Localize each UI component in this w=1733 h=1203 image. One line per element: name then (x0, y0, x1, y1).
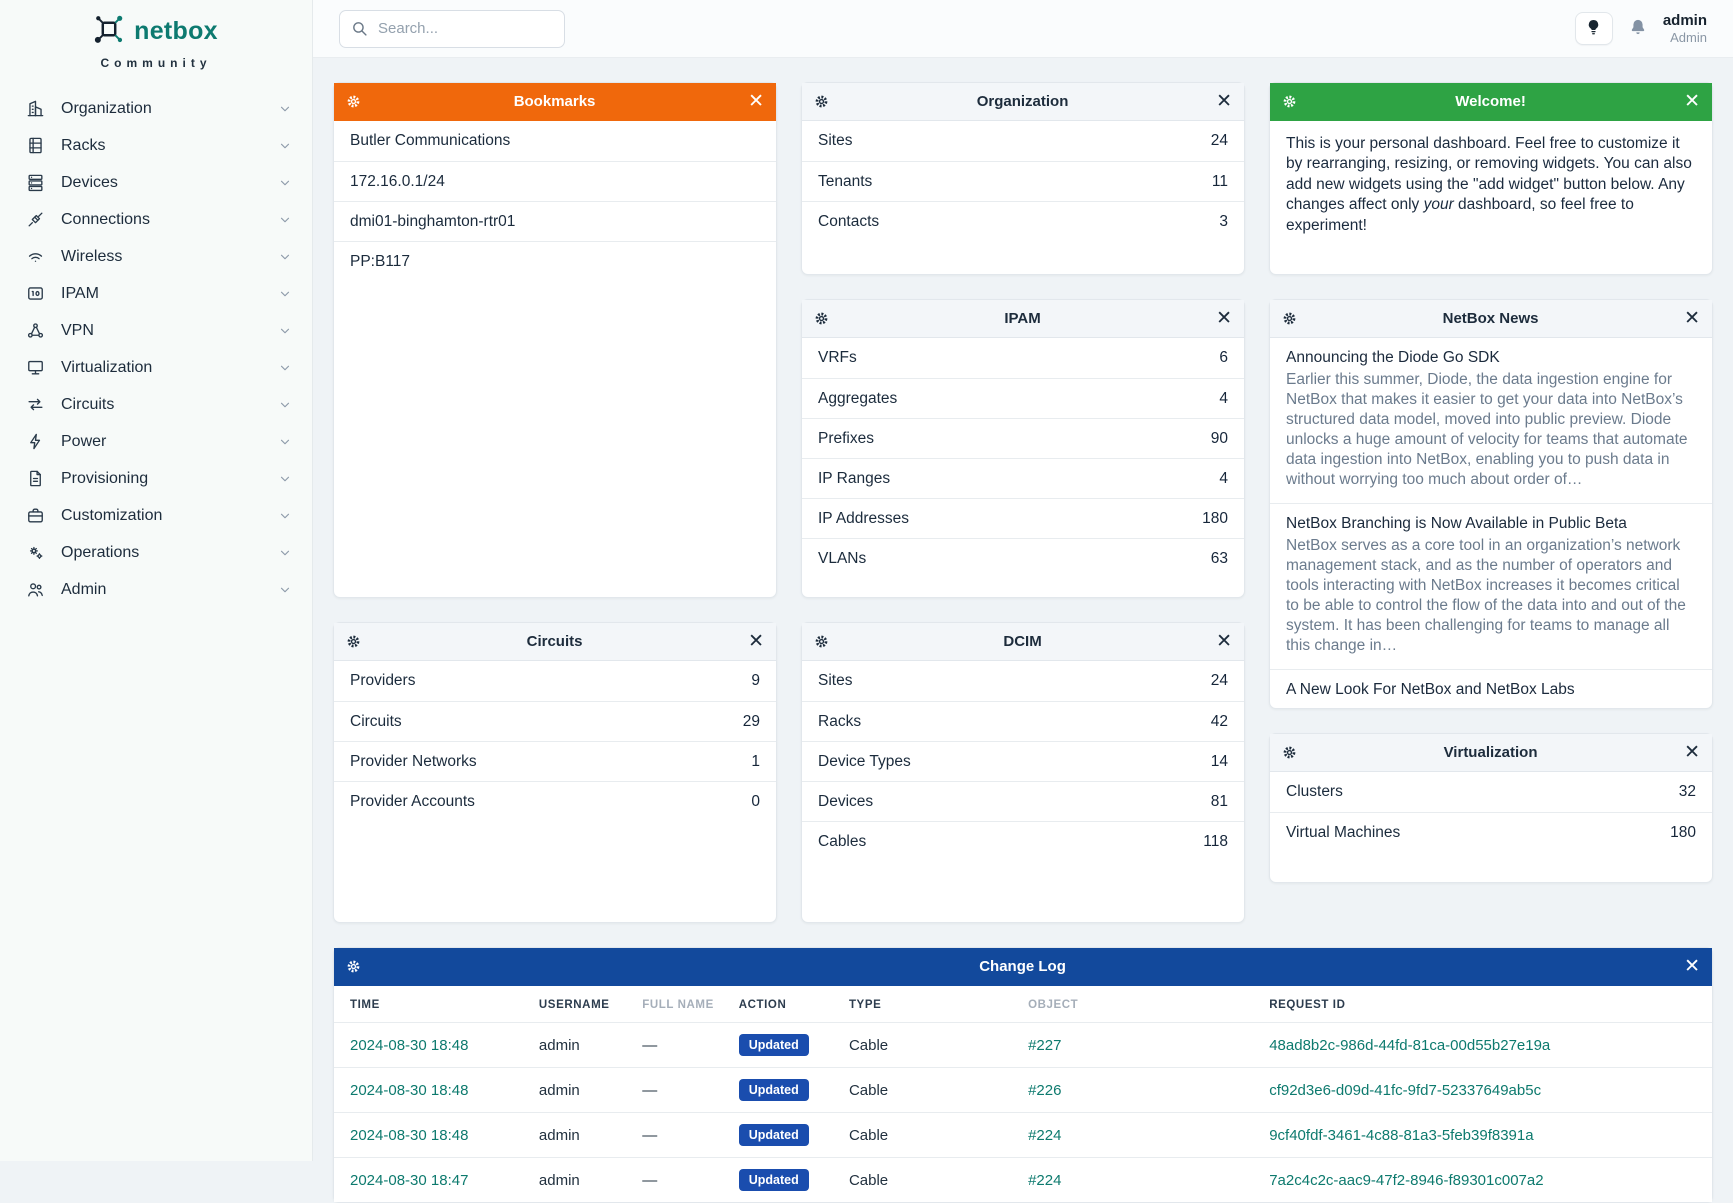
bookmark-link[interactable]: Butler Communications (350, 132, 511, 149)
bookmarks-list (334, 121, 776, 281)
stat-link[interactable]: Device Types (818, 752, 911, 770)
network-icon (26, 321, 45, 340)
rack-icon (26, 136, 45, 155)
sidebar-item-ipam[interactable] (0, 275, 312, 312)
gear-icon[interactable] (814, 94, 829, 109)
bookmarks-widget (333, 82, 777, 598)
stat-row (334, 661, 776, 701)
stat-value: 24 (1210, 672, 1228, 689)
sidebar-item-label: IPAM (61, 284, 99, 302)
stat-row (802, 498, 1244, 538)
widget-title: Welcome! (1455, 93, 1526, 110)
type-cell: Cable (848, 1171, 889, 1189)
stat-value: 118 (1203, 832, 1228, 850)
netbox-news-widget (1269, 299, 1713, 709)
stat-row (802, 701, 1244, 741)
sidebar-item-devices[interactable] (0, 164, 312, 201)
stat-link[interactable]: Racks (818, 712, 862, 730)
table-header-row (334, 986, 1712, 1023)
time-link[interactable]: 2024-08-30 18:48 (350, 1081, 469, 1099)
column-header[interactable]: FULL NAME (642, 999, 714, 1011)
toolbox-icon (26, 506, 45, 525)
search-box (339, 10, 565, 48)
close-icon[interactable]: ✕ (1684, 955, 1700, 977)
column-header[interactable]: ACTION (738, 999, 787, 1011)
stat-value: 29 (742, 712, 760, 730)
organization-widget (801, 82, 1245, 275)
stat-value: 90 (1210, 429, 1228, 447)
sidebar-item-label: Racks (61, 136, 106, 154)
bookmark-item[interactable] (334, 241, 776, 281)
close-icon[interactable]: ✕ (1684, 90, 1700, 112)
sidebar-item-label: Customization (61, 506, 163, 524)
sidebar-item-customization[interactable] (0, 497, 312, 534)
virtualization-stats (1270, 772, 1712, 852)
search-icon (351, 20, 368, 37)
close-icon[interactable]: ✕ (1216, 630, 1232, 652)
user-name: admin (1662, 11, 1707, 29)
type-cell: Cable (848, 1081, 889, 1099)
stat-link[interactable]: Aggregates (818, 389, 898, 407)
virtualization-widget (1269, 733, 1713, 883)
news-excerpt: NetBox serves as a core tool in an organization’s network management stack, and as the number of operators and tools interacting with NetBox increases it becomes critical to be able to control the flow of the data into and out of the system. It has been challenging for teams to manage all this change in… (1286, 536, 1686, 654)
stat-row (334, 741, 776, 781)
stat-link[interactable]: Prefixes (818, 429, 874, 447)
change-log-table (334, 986, 1712, 1202)
object-link[interactable]: #224 (1028, 1171, 1062, 1189)
sidebar-nav (0, 90, 312, 608)
sidebar-item-label: VPN (61, 321, 94, 339)
stat-row (802, 781, 1244, 821)
widget-title: Organization (976, 93, 1069, 110)
stat-row (802, 201, 1244, 241)
lightbulb-icon (1586, 19, 1601, 39)
gear-icon[interactable] (1282, 94, 1297, 109)
stat-value: 180 (1670, 823, 1696, 841)
sidebar-item-admin[interactable] (0, 571, 312, 608)
stat-value: 4 (1219, 389, 1228, 407)
chevron-down-icon (278, 583, 292, 597)
stat-value: 42 (1210, 712, 1228, 730)
gear-icon[interactable] (1282, 745, 1297, 760)
ipam-widget (801, 299, 1245, 598)
stat-link[interactable]: Contacts (818, 212, 880, 230)
gear-icon[interactable] (346, 959, 361, 974)
column-header[interactable]: OBJECT (1028, 999, 1079, 1011)
widget-title: DCIM (1003, 633, 1042, 650)
action-badge: Updated (739, 1169, 809, 1191)
stat-row (334, 781, 776, 821)
bookmark-item[interactable] (334, 161, 776, 201)
stat-value: 81 (1210, 792, 1228, 810)
chevron-down-icon (278, 472, 292, 486)
object-link[interactable]: #226 (1028, 1081, 1062, 1099)
brand[interactable] (0, 0, 312, 70)
stat-link[interactable]: Provider Accounts (350, 792, 475, 810)
username-cell: admin (538, 1036, 580, 1054)
action-badge: Updated (739, 1034, 809, 1056)
server-icon (26, 173, 45, 192)
username-cell: admin (538, 1126, 580, 1144)
sidebar-item-label: Provisioning (61, 469, 149, 487)
stat-link[interactable]: Tenants (818, 172, 873, 190)
news-item (1270, 338, 1712, 503)
stat-row (802, 741, 1244, 781)
sidebar-item-circuits[interactable] (0, 386, 312, 423)
chevron-down-icon (278, 213, 292, 227)
close-icon[interactable]: ✕ (748, 630, 764, 652)
stat-row (1270, 812, 1712, 852)
news-item (1270, 503, 1712, 669)
sidebar-item-organization[interactable] (0, 90, 312, 127)
organization-stats (802, 121, 1244, 241)
wifi-icon (26, 247, 45, 266)
notifications-button[interactable] (1628, 17, 1648, 40)
stat-row (802, 378, 1244, 418)
sidebar-item-wireless[interactable] (0, 238, 312, 275)
widget-title: Circuits (526, 633, 583, 650)
stat-value: 14 (1210, 752, 1228, 770)
stat-link[interactable]: Virtual Machines (1286, 823, 1401, 841)
gear-icon[interactable] (1282, 311, 1297, 326)
netbox-logo-icon (94, 14, 124, 49)
stat-row (802, 338, 1244, 378)
chevron-down-icon (278, 324, 292, 338)
stat-value: 3 (1219, 212, 1228, 230)
request-id-link[interactable]: 9cf40fdf-3461-4c88-81a3-5feb39f8391a (1269, 1126, 1534, 1144)
welcome-widget (1269, 82, 1713, 275)
stat-link[interactable]: Clusters (1286, 783, 1343, 800)
users-icon (26, 580, 45, 599)
full-name-cell: — (642, 1171, 658, 1189)
news-link[interactable]: NetBox Branching is Now Available in Public Beta (1286, 514, 1627, 532)
type-cell: Cable (848, 1036, 889, 1054)
stat-link[interactable]: Providers (350, 672, 416, 689)
news-link[interactable]: Announcing the Diode Go SDK (1286, 349, 1500, 366)
column-header[interactable]: TIME (350, 999, 380, 1011)
stat-link[interactable]: IP Addresses (818, 509, 910, 527)
document-icon (26, 469, 45, 488)
stat-value: 24 (1210, 132, 1228, 149)
circuits-widget (333, 622, 777, 923)
stat-row (802, 121, 1244, 161)
sidebar-item-racks[interactable] (0, 127, 312, 164)
dashboard (313, 58, 1733, 1189)
welcome-text: This is your personal dashboard. Feel free to customize it by rearranging, resizing, or removing widgets. You can also add new widgets using the "add widget" button below. Any changes affect only your dashboard, so feel free to experiment! (1286, 135, 1692, 234)
sidebar-item-label: Connections (61, 210, 150, 228)
news-link[interactable]: A New Look For NetBox and NetBox Labs (1286, 680, 1575, 698)
stat-value: 32 (1678, 783, 1696, 800)
gear-icon[interactable] (814, 311, 829, 326)
action-badge: Updated (739, 1079, 809, 1101)
username-cell: admin (538, 1171, 580, 1189)
stat-row (802, 538, 1244, 578)
gear-icon[interactable] (814, 634, 829, 649)
full-name-cell: — (642, 1126, 658, 1144)
gears-icon (26, 543, 45, 562)
request-id-link[interactable]: cf92d3e6-d09d-41fc-9fd7-52337649ab5c (1269, 1081, 1542, 1099)
monitor-icon (26, 358, 45, 377)
dcim-widget (801, 622, 1245, 923)
stat-link[interactable]: Cables (818, 832, 867, 850)
sidebar-item-provisioning[interactable] (0, 460, 312, 497)
column-header[interactable]: REQUEST ID (1269, 999, 1346, 1011)
dcim-stats (802, 661, 1244, 861)
time-link[interactable]: 2024-08-30 18:47 (350, 1171, 469, 1189)
chevron-down-icon (278, 546, 292, 560)
stat-value: 63 (1210, 549, 1228, 567)
type-cell: Cable (848, 1126, 889, 1144)
plug-icon (26, 210, 45, 229)
chevron-down-icon (278, 435, 292, 449)
object-link[interactable]: #227 (1028, 1036, 1062, 1054)
news-list (1270, 338, 1712, 712)
table-row (334, 1023, 1712, 1068)
sidebar-item-label: Circuits (61, 395, 115, 413)
chevron-down-icon (278, 287, 292, 301)
search-input[interactable] (339, 10, 565, 48)
stat-value: 180 (1202, 509, 1228, 527)
circuits-stats (334, 661, 776, 821)
close-icon[interactable]: ✕ (1684, 307, 1700, 329)
sidebar-item-label: Power (61, 432, 107, 450)
chevron-down-icon (278, 139, 292, 153)
bookmark-item[interactable] (334, 121, 776, 161)
bookmark-item[interactable] (334, 201, 776, 241)
full-name-cell: — (642, 1036, 658, 1054)
close-icon[interactable]: ✕ (1216, 90, 1232, 112)
table-row (334, 1113, 1712, 1158)
chevron-down-icon (278, 250, 292, 264)
sidebar-item-label: Wireless (61, 247, 123, 265)
chevron-down-icon (278, 176, 292, 190)
user-menu[interactable] (1663, 12, 1707, 46)
ipam-stats (802, 338, 1244, 578)
user-role: Admin (1670, 29, 1707, 45)
close-icon[interactable]: ✕ (1216, 307, 1232, 329)
sidebar-item-label: Admin (61, 580, 107, 598)
column-header[interactable]: USERNAME (538, 999, 610, 1011)
sidebar-item-virtualization[interactable] (0, 349, 312, 386)
binary-icon (26, 284, 45, 303)
stat-value: 1 (751, 752, 760, 770)
stat-link[interactable]: Sites (818, 672, 853, 689)
stat-link[interactable]: Devices (818, 792, 874, 810)
main-area (313, 0, 1733, 1189)
chevron-down-icon (278, 509, 292, 523)
widget-title: IPAM (1004, 310, 1041, 327)
chevron-down-icon (278, 398, 292, 412)
close-icon[interactable]: ✕ (748, 90, 764, 112)
stat-value: 6 (1219, 349, 1228, 366)
widget-title: NetBox News (1442, 310, 1539, 327)
gear-icon[interactable] (346, 634, 361, 649)
table-body (334, 1023, 1712, 1203)
widget-title: Bookmarks (513, 93, 596, 110)
chevron-down-icon (278, 102, 292, 116)
stat-value: 4 (1219, 469, 1228, 487)
bookmark-link[interactable]: 172.16.0.1/24 (350, 172, 445, 190)
table-row (334, 1158, 1712, 1203)
stat-row (802, 418, 1244, 458)
bookmark-link[interactable]: dmi01-binghamton-rtr01 (350, 212, 516, 230)
full-name-cell: — (642, 1081, 658, 1099)
stat-link[interactable]: VRFs (818, 349, 857, 366)
stat-row (1270, 772, 1712, 812)
stat-value: 0 (751, 792, 760, 810)
stat-link[interactable]: Circuits (350, 712, 402, 730)
widget-title: Change Log (979, 958, 1066, 975)
news-item (1270, 669, 1712, 712)
news-excerpt: Earlier this summer, Diode, the data ingestion engine for NetBox that makes it easier to get your data into NetBox’s structured data model, moved into public preview. Diode unlocks a huge amount of velocity for teams that automate data ingestion into NetBox, enabling you to push data in without worrying too much about order of… (1286, 371, 1688, 488)
change-log-widget (333, 947, 1713, 1203)
username-cell: admin (538, 1081, 580, 1099)
stat-row (802, 458, 1244, 498)
stat-row (334, 701, 776, 741)
stat-row (802, 161, 1244, 201)
sidebar-item-label: Operations (61, 543, 140, 561)
buildings-icon (26, 99, 45, 118)
sidebar-item-power[interactable] (0, 423, 312, 460)
stat-row (802, 821, 1244, 861)
stat-value: 11 (1211, 172, 1228, 190)
time-link[interactable]: 2024-08-30 18:48 (350, 1036, 469, 1054)
gear-icon[interactable] (346, 94, 361, 109)
sidebar-item-label: Virtualization (61, 358, 153, 376)
action-badge: Updated (739, 1124, 809, 1146)
request-id-link[interactable]: 48ad8b2c-986d-44fd-81ca-00d55b27e19a (1269, 1036, 1551, 1054)
widget-title: Virtualization (1443, 744, 1538, 761)
bookmark-link[interactable]: PP:B117 (350, 252, 411, 270)
theme-toggle-button[interactable] (1575, 12, 1613, 45)
stat-link[interactable]: Provider Networks (350, 752, 477, 770)
object-link[interactable]: #224 (1028, 1126, 1062, 1144)
bell-icon (1628, 17, 1648, 40)
brand-name: netbox (134, 17, 218, 45)
stat-link[interactable]: Sites (818, 132, 853, 149)
topbar (313, 0, 1733, 58)
sidebar-item-label: Organization (61, 99, 152, 117)
table-row (334, 1068, 1712, 1113)
sidebar-item-connections[interactable] (0, 201, 312, 238)
time-link[interactable]: 2024-08-30 18:48 (350, 1126, 469, 1144)
sidebar-item-label: Devices (61, 173, 118, 191)
bolt-icon (26, 432, 45, 451)
stat-link[interactable]: IP Ranges (818, 469, 891, 487)
brand-subtitle: Community (100, 56, 212, 70)
close-icon[interactable]: ✕ (1684, 741, 1700, 763)
stat-link[interactable]: VLANs (818, 549, 867, 567)
column-header[interactable]: TYPE (848, 999, 882, 1011)
sidebar-item-vpn[interactable] (0, 312, 312, 349)
request-id-link[interactable]: 7a2c4c2c-aac9-47f2-8946-f89301c007a2 (1269, 1171, 1544, 1189)
sidebar (0, 0, 313, 1161)
stat-row (802, 661, 1244, 701)
stat-value: 9 (751, 672, 760, 689)
sidebar-item-operations[interactable] (0, 534, 312, 571)
transfer-icon (26, 395, 45, 414)
chevron-down-icon (278, 361, 292, 375)
